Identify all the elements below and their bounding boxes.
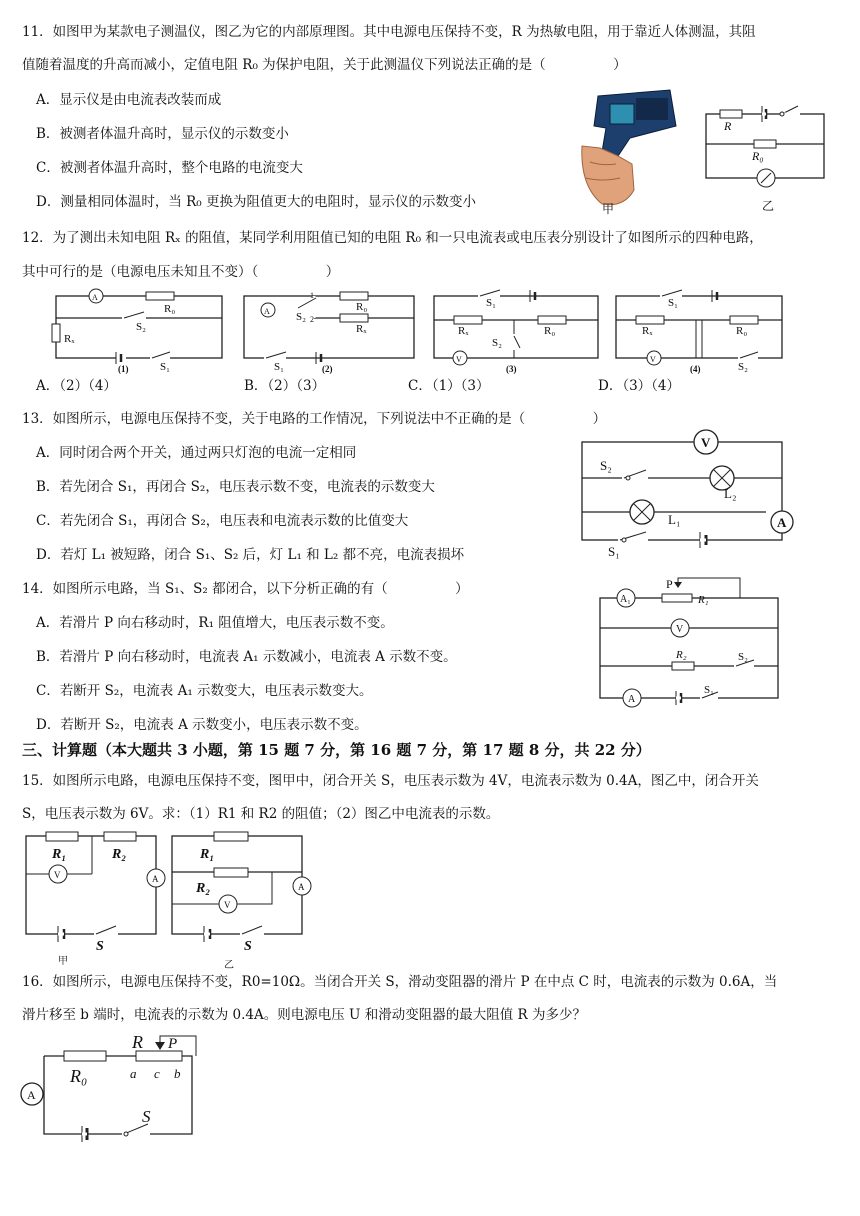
svg-text:R₂: R₂ <box>196 881 211 896</box>
svg-text:Rₓ: Rₓ <box>64 333 75 345</box>
svg-text:R: R <box>132 1032 143 1052</box>
svg-text:V: V <box>650 355 656 364</box>
q12-circuit-2 <box>244 290 420 374</box>
svg-text:R₂: R₂ <box>676 649 687 661</box>
q14-option-b: B．若滑片 P 向右移动时，电流表 A₁ 示数减小，电流表 A 示数不变。 <box>36 649 457 665</box>
q11-fig-jia-label: 甲 <box>602 202 615 216</box>
q12-option-d: D．（3）（4） <box>598 378 681 394</box>
q14-circuit <box>596 576 786 712</box>
svg-text:Rₓ: Rₓ <box>356 323 367 335</box>
q14-option-c: C．若断开 S₂，电流表 A₁ 示数变大，电压表示数变大。 <box>36 683 373 699</box>
q16-stem-line1: 16．如图所示，电源电压保持不变，R0=10Ω。当闭合开关 S，滑动变阻器的滑片 P 在中点 C 时，电流表的示数为 0.6A，当 <box>22 974 778 990</box>
q12-circuit-4-label: (4) <box>690 364 701 374</box>
svg-text:R₀: R₀ <box>164 303 176 315</box>
svg-text:2: 2 <box>310 315 314 324</box>
svg-text:S₂: S₂ <box>738 651 748 663</box>
svg-text:A₁: A₁ <box>620 594 631 605</box>
q11-fig-yi-label: 乙 <box>762 199 775 213</box>
svg-text:V: V <box>676 624 684 635</box>
svg-text:P: P <box>666 577 673 591</box>
q12-option-b: B．（2）（3） <box>244 378 326 394</box>
svg-text:c: c <box>154 1066 160 1081</box>
svg-text:A: A <box>27 1088 36 1102</box>
svg-text:A: A <box>628 694 636 705</box>
svg-text:S₂: S₂ <box>600 458 612 473</box>
q12-circuit-3 <box>430 290 604 374</box>
svg-text:A: A <box>92 293 98 302</box>
svg-text:乙: 乙 <box>224 960 234 971</box>
svg-text:S: S <box>96 939 104 954</box>
svg-text:Rₓ: Rₓ <box>642 325 653 337</box>
q11-option-a: A．显示仪是由电流表改装而成 <box>36 92 222 108</box>
q16-stem-line2: 滑片移至 b 端时，电流表的示数为 0.4A。则电源电压 U 和滑动变阻器的最大阻值 R 为多少？ <box>22 1007 586 1023</box>
svg-text:A: A <box>298 882 305 892</box>
q11-thermometer-illustration <box>572 86 682 216</box>
svg-text:S₁: S₁ <box>704 684 714 696</box>
svg-text:R₁: R₁ <box>200 847 215 862</box>
q11-stem-line1: 11．如图甲为某款电子测温仪，图乙为它的内部原理图。其中电源电压保持不变，R 为热敏电阻，用于靠近人体测温，其阻 <box>22 24 756 40</box>
svg-text:R₀: R₀ <box>356 301 368 313</box>
svg-text:V: V <box>701 435 711 450</box>
q11-stem-line2: 值随着温度的升高而减小，定值电阻 R₀ 为保护电阻，关于此测温仪下列说法正确的是（ ） <box>22 57 627 73</box>
svg-text:P: P <box>168 1036 178 1052</box>
q12-stem-line2: 其中可行的是（电源电压未知且不变）（ ） <box>22 264 340 280</box>
q13-stem: 13．如图所示，电源电压保持不变，关于电路的工作情况，下列说法中不正确的是（ ） <box>22 411 607 427</box>
svg-text:S: S <box>244 939 252 954</box>
svg-text:S₁: S₁ <box>608 544 620 559</box>
q12-option-c: C．（1）（3） <box>408 378 490 394</box>
q11-circuit-yi <box>700 106 830 216</box>
q15-circuit-jia <box>22 826 166 966</box>
svg-text:Rₓ: Rₓ <box>458 325 469 337</box>
svg-text:A: A <box>777 515 787 530</box>
svg-text:R₀: R₀ <box>544 325 556 337</box>
q11-option-b: B．被测者体温升高时，显示仪的示数变小 <box>36 126 289 142</box>
svg-text:R₁: R₁ <box>698 594 709 606</box>
q12-circuit-4 <box>612 290 788 374</box>
section-3-heading: 三、计算题（本大题共 3 小题，第 15 题 7 分，第 16 题 7 分，第 17 题 8 分，共 22 分） <box>22 741 651 759</box>
q11-r-label: R <box>724 119 732 133</box>
svg-text:R₁: R₁ <box>52 847 67 862</box>
svg-text:S: S <box>142 1107 151 1126</box>
q11-r0-label: R₀ <box>752 149 764 163</box>
svg-text:R₀: R₀ <box>736 325 748 337</box>
svg-text:S₂: S₂ <box>136 321 146 333</box>
q12-stem-line1: 12．为了测出未知电阻 Rₓ 的阻值，某同学利用阻值已知的电阻 R₀ 和一只电流表或电压表分别设计了如图所示的四种电路， <box>22 230 763 246</box>
svg-text:a: a <box>130 1066 137 1081</box>
svg-text:L₁: L₁ <box>668 512 681 527</box>
q13-circuit <box>578 428 808 560</box>
q13-option-d: D．若灯 L₁ 被短路，闭合 S₁、S₂ 后，灯 L₁ 和 L₂ 都不亮，电流表损坏 <box>36 547 465 563</box>
q12-option-a: A．（2）（4） <box>36 378 117 394</box>
q12-circuit-1 <box>46 290 226 374</box>
svg-text:R₀: R₀ <box>70 1066 88 1086</box>
q12-circuit-1-label: (1) <box>118 364 129 374</box>
q14-option-a: A．若滑片 P 向右移动时，R₁ 阻值增大，电压表示数不变。 <box>36 615 394 631</box>
svg-text:1: 1 <box>310 291 314 300</box>
svg-text:S₂: S₂ <box>296 311 306 323</box>
svg-text:S₂: S₂ <box>738 361 748 373</box>
svg-text:A: A <box>264 307 270 316</box>
svg-text:S₁: S₁ <box>668 297 678 309</box>
q11-option-d: D．测量相同体温时，当 R₀ 更换为阻值更大的电阻时，显示仪的示数变小 <box>36 194 476 210</box>
svg-text:甲: 甲 <box>58 956 68 967</box>
svg-text:R₂: R₂ <box>112 847 127 862</box>
q15-stem-line2: S，电压表示数为 6V。求：（1）R1 和 R2 的阻值；（2）图乙中电流表的示数。 <box>22 806 500 822</box>
svg-text:S₁: S₁ <box>160 361 170 373</box>
svg-text:S₁: S₁ <box>274 361 284 373</box>
q12-circuit-2-label: (2) <box>322 364 333 374</box>
svg-text:S₂: S₂ <box>492 337 502 349</box>
svg-text:V: V <box>54 870 61 880</box>
q13-option-a: A．同时闭合两个开关，通过两只灯泡的电流一定相同 <box>36 445 357 461</box>
svg-text:V: V <box>456 355 462 364</box>
q15-circuit-yi <box>168 826 312 972</box>
q15-stem-line1: 15．如图所示电路，电源电压保持不变，图甲中，闭合开关 S，电压表示数为 4V，电流表示数为 0.4A，图乙中，闭合开关 <box>22 773 759 789</box>
svg-text:b: b <box>174 1066 181 1081</box>
q16-circuit <box>18 1030 208 1142</box>
q13-option-b: B．若先闭合 S₁，再闭合 S₂，电压表示数不变，电流表的示数变大 <box>36 479 435 495</box>
svg-text:V: V <box>224 900 231 910</box>
q14-stem: 14．如图所示电路，当 S₁、S₂ 都闭合，以下分析正确的有（ ） <box>22 581 469 597</box>
q14-option-d: D．若断开 S₂，电流表 A 示数变小，电压表示数不变。 <box>36 717 368 733</box>
q12-circuit-3-label: (3) <box>506 364 517 374</box>
svg-text:L₂: L₂ <box>724 486 737 501</box>
svg-text:A: A <box>152 874 159 884</box>
q13-option-c: C．若先闭合 S₁，再闭合 S₂，电压表和电流表示数的比值变大 <box>36 513 409 529</box>
svg-text:S₁: S₁ <box>486 297 496 309</box>
q11-option-c: C．被测者体温升高时，整个电路的电流变大 <box>36 160 303 176</box>
